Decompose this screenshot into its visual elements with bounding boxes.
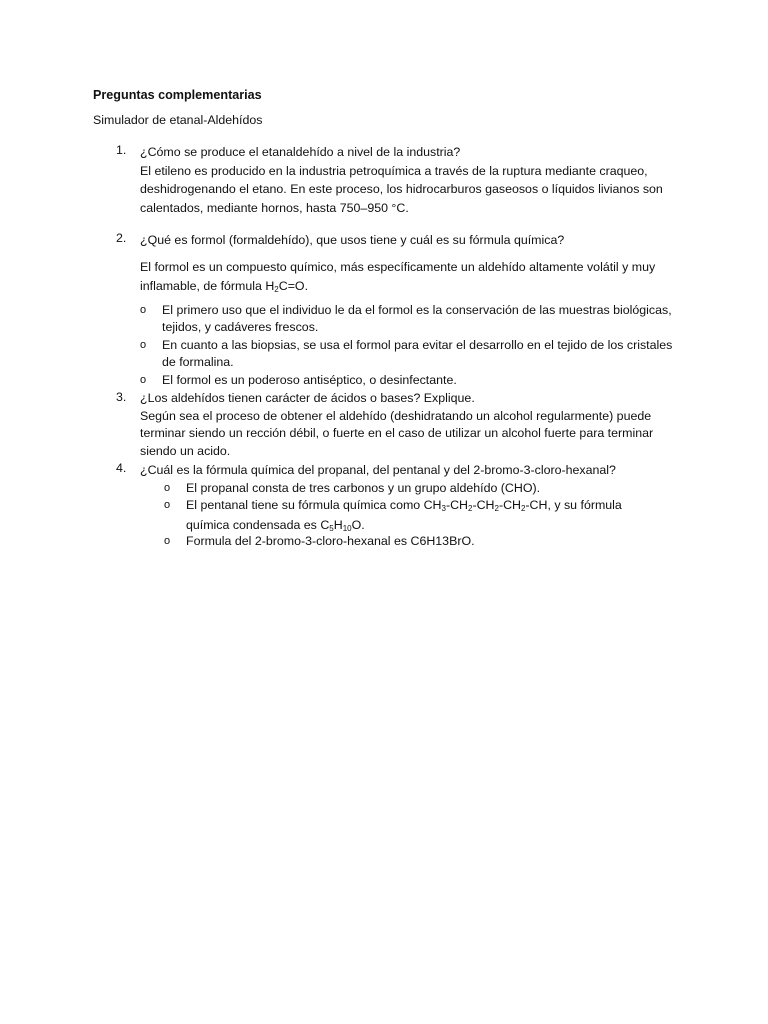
q3-number: 3. [116,390,127,404]
q3-answer: Según sea el proceso de obtener el aldehído (deshidratando un alcohol regularmente) puede terminar siendo un rección débil, o fuerte en el caso de utilizar un alcohol fuerte para terminar siendo un acido. [140,408,654,458]
q4-question: ¿Cuál es la fórmula química del propanal, del pentanal y del 2-bromo-3-cloro-hexanal? [140,463,616,477]
q1-answer: El etileno es producido en la industria petroquímica a través de la ruptura mediante craqueo, deshidrogenando el etano. En este proceso, los hidrocarburos gaseosos o líquidos livianos son calentados, mediante hornos, hasta 750–950 °C. [140,163,663,215]
q1-block [140,143,700,217]
q2-bullet-3: El formol es un poderoso antiséptico, o desinfectante. [162,373,457,387]
q4-number: 4. [116,461,127,475]
q2-bullet-1: El primero uso que el individuo le da el formol es la conservación de las muestras biológicas, tejidos, y cadáveres frescos. [162,303,672,334]
q2-bullet-3-marker: o [140,374,147,386]
document-heading: Preguntas complementarias [93,88,262,102]
q2-bullet-2-marker: o [140,339,147,351]
q4-bullet-1: El propanal consta de tres carbonos y un grupo aldehído (CHO). [186,481,541,495]
q4-bullet-1-marker: o [164,482,171,494]
q2-bullet-1-marker: o [140,304,147,316]
q1-number: 1. [116,143,127,157]
q2-question: ¿Qué es formol (formaldehído), que usos tiene y cuál es su fórmula química? [140,233,565,247]
q2-answer: El formol es un compuesto químico, más específicamente un aldehído altamente volátil y muy inflamable, de fórmula $H_2C=O$. [140,260,656,294]
q3-block [140,390,690,460]
q4-bullet-3: Formula del 2-bromo-3-cloro-hexanal es C6H13BrO. [186,534,475,548]
q4-bullet-2: El pentanal tiene su fórmula química como $CH_3-CH_2-CH_2-CH_2-CH$, y su fórmula química condensada es $C_5H_{10}O$. [186,498,622,533]
q1-question: ¿Cómo se produce el etanaldehído a nivel de la industria? [140,145,461,159]
q2-number: 2. [116,231,127,245]
q2-bullet-2: En cuanto a las biopsias, se usa el formol para evitar el desarrollo en el tejido de los cristales de formalina. [162,338,673,369]
document-subheading: Simulador de etanal-Aldehídos [93,113,263,127]
q4-bullet-3-marker: o [164,535,171,547]
q3-question: ¿Los aldehídos tienen carácter de ácidos o bases? Explique. [140,391,475,405]
q4-bullet-2-marker: o [164,499,171,511]
